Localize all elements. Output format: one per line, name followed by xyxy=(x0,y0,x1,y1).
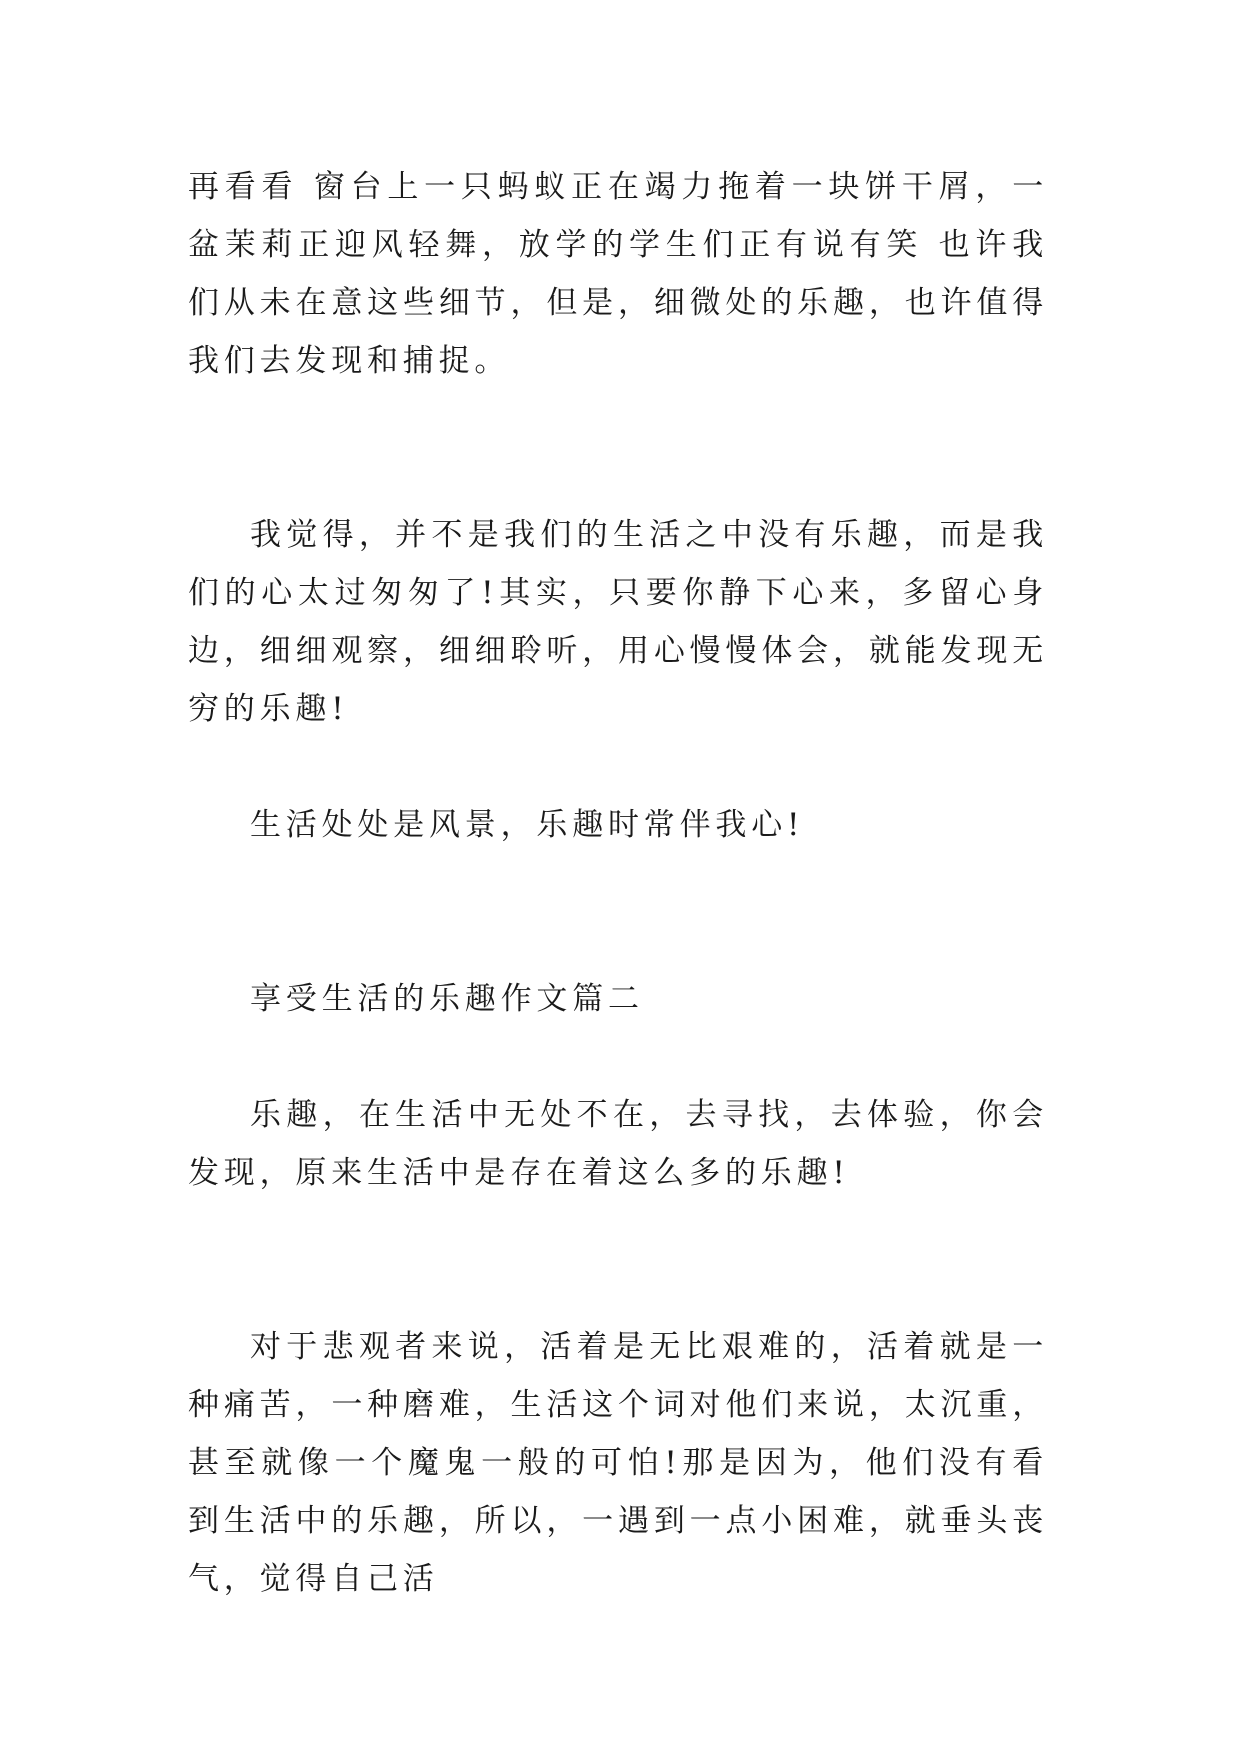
paragraph-pessimist: 对于悲观者来说，活着是无比艰难的，活着就是一种痛苦，一种磨难，生活这个词对他们来说，太沉重，甚至就像一个魔鬼一般的可怕!那是因为，他们没有看到生活中的乐趣，所以，一遇到一点小困难，就垂头丧气，觉得自己活 xyxy=(188,1329,1048,1597)
paragraph-observation: 再看看 窗台上一只蚂蚁正在竭力拖着一块饼干屑，一盆茉莉正迎风轻舞，放学的学生们正有说有笑 也许我们从未在意这些细节，但是，细微处的乐趣，也许值得我们去发现和捕捉。 xyxy=(188,169,1048,379)
paragraph-closing: 生活处处是风景，乐趣时常伴我心! xyxy=(250,807,805,843)
section-heading: 享受生活的乐趣作文篇二 xyxy=(250,981,644,1017)
paragraph-intro: 乐趣，在生活中无处不在，去寻找，去体验，你会发现，原来生活中是存在着这么多的乐趣! xyxy=(188,1097,1048,1191)
paragraph-reflection: 我觉得，并不是我们的生活之中没有乐趣，而是我们的心太过匆匆了!其实，只要你静下心来，多留心身边，细细观察，细细聆听，用心慢慢体会，就能发现无穷的乐趣! xyxy=(188,517,1048,727)
